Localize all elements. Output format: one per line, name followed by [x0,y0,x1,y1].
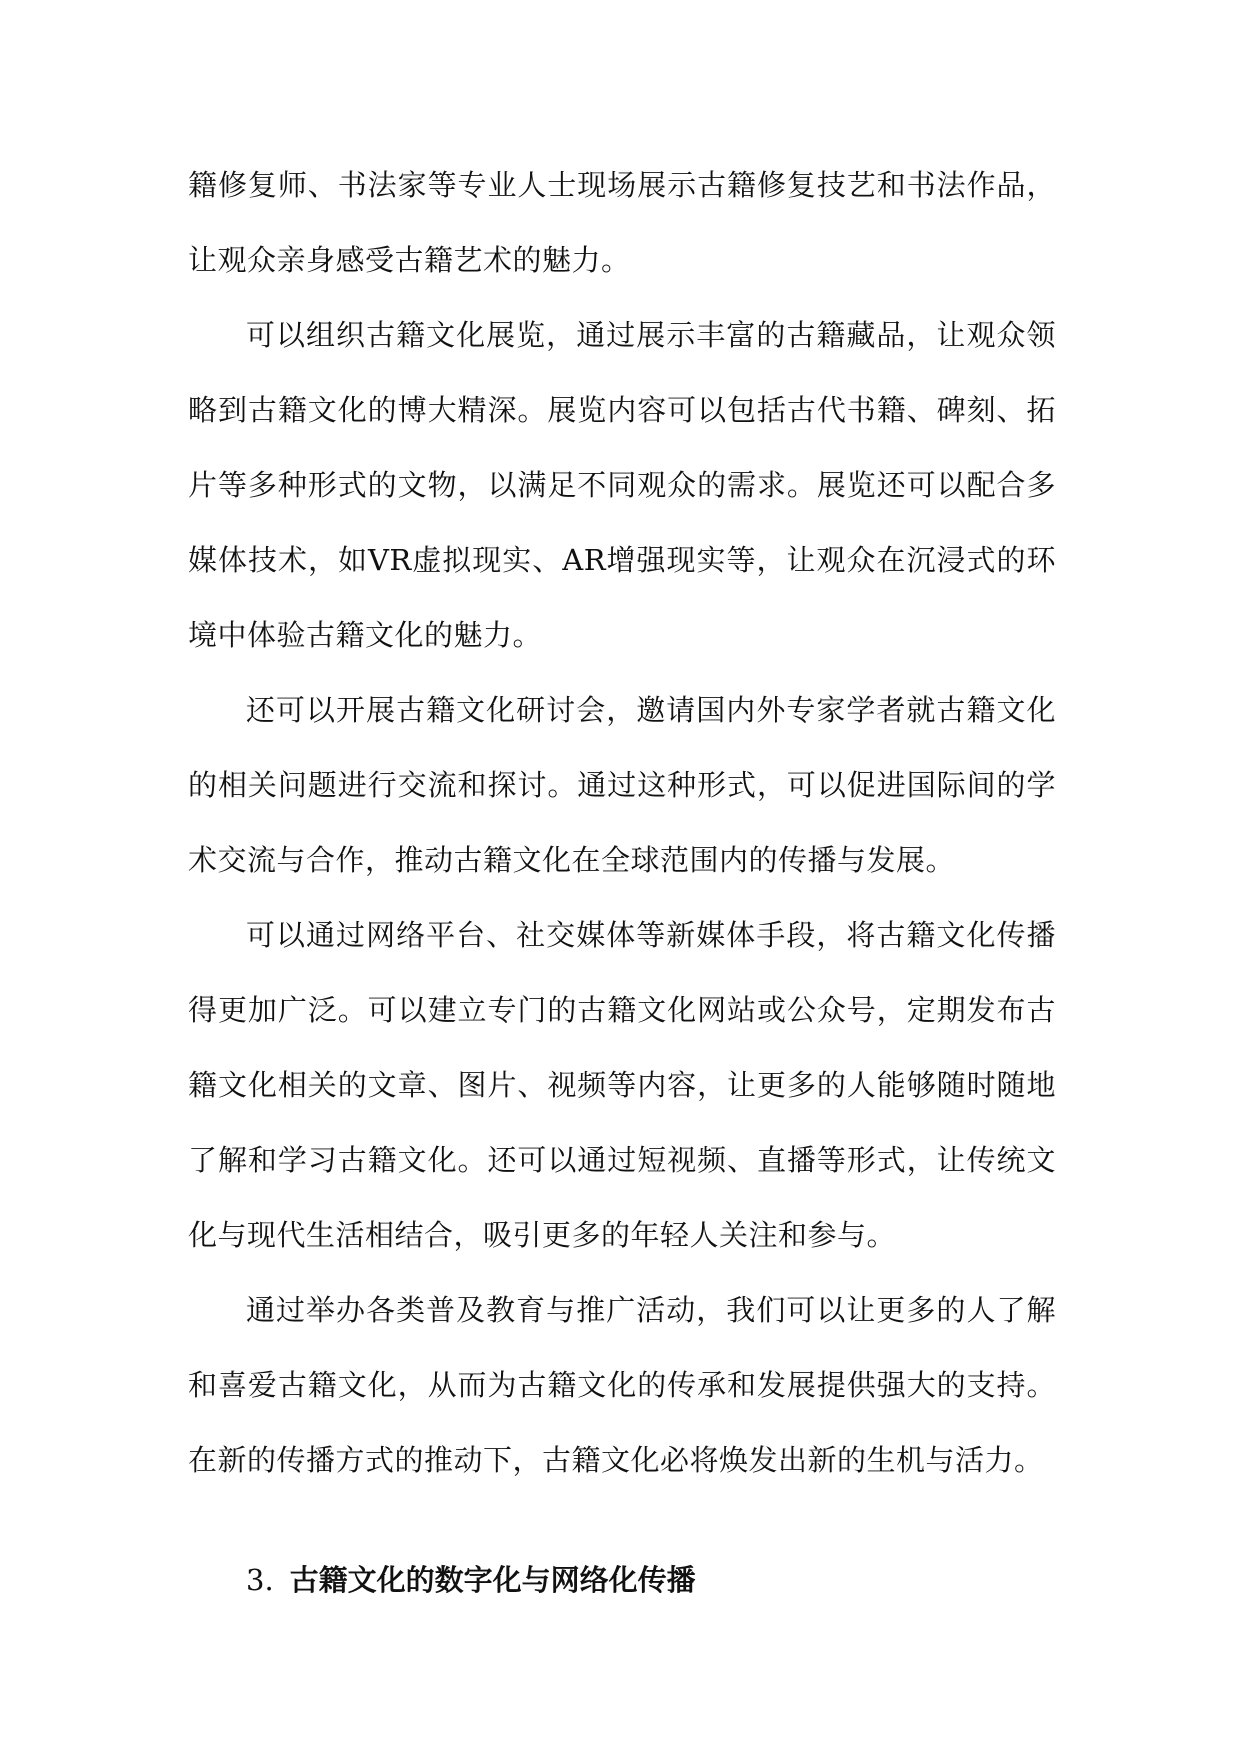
section-number: 3. [246,1563,274,1597]
paragraph-conclusion: 通过举办各类普及教育与推广活动，我们可以让更多的人了解和喜爱古籍文化，从而为古籍文化的传承和发展提供强大的支持。在新的传播方式的推动下，古籍文化必将焕发出新的生机与活力。 [188,1293,1056,1477]
paragraph-exhibition: 可以组织古籍文化展览，通过展示丰富的古籍藏品，让观众领略到古籍文化的博大精深。展览内容可以包括古代书籍、碑刻、拓片等多种形式的文物，以满足不同观众的需求。展览还可以配合多媒体技术，如VR虚拟现实、AR增强现实等，让观众在沉浸式的环境中体验古籍文化的魅力。 [188,318,1056,652]
body-text [188,148,1056,1618]
section-heading [188,1543,1056,1618]
section-title: 古籍文化的数字化与网络化传播 [289,1563,696,1597]
paragraph-online-media: 可以通过网络平台、社交媒体等新媒体手段，将古籍文化传播得更加广泛。可以建立专门的古籍文化网站或公众号，定期发布古籍文化相关的文章、图片、视频等内容，让更多的人能够随时随地了解和学习古籍文化。还可以通过短视频、直播等形式，让传统文化与现代生活相结合，吸引更多的年轻人关注和参与。 [188,918,1056,1252]
paragraph-symposium: 还可以开展古籍文化研讨会，邀请国内外专家学者就古籍文化的相关问题进行交流和探讨。通过这种形式，可以促进国际间的学术交流与合作，推动古籍文化在全球范围内的传播与发展。 [188,693,1056,877]
paragraph-continuation: 籍修复师、书法家等专业人士现场展示古籍修复技艺和书法作品，让观众亲身感受古籍艺术的魅力。 [188,168,1056,277]
